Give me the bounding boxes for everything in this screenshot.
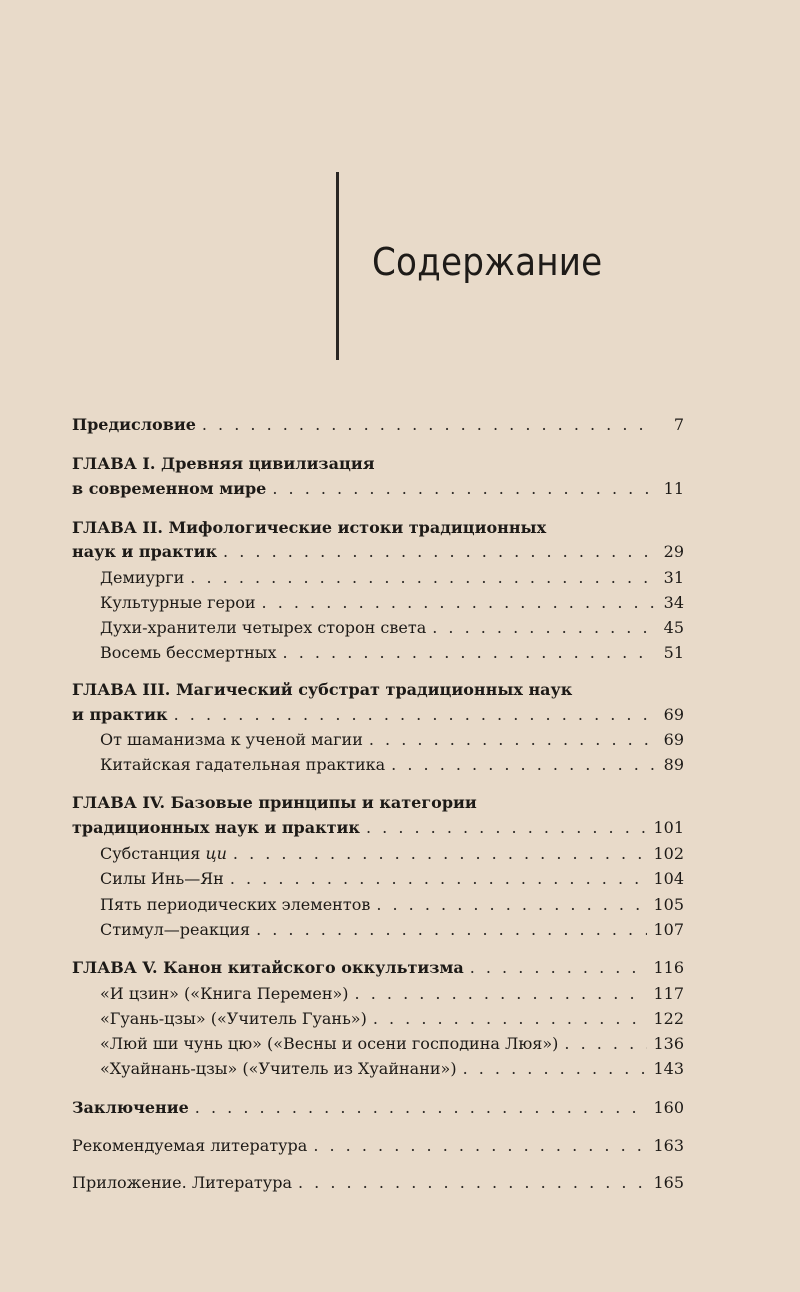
toc-entry-demiurges	[100, 567, 684, 589]
toc-page-number: 45	[663, 618, 684, 637]
toc-entry-label: в современном мире	[72, 479, 267, 498]
toc-entry-cultural-heroes	[100, 592, 684, 614]
toc-entry-label: От шаманизма к ученой магии	[100, 730, 363, 749]
toc-page-number: 69	[663, 705, 684, 724]
toc-page-number: 160	[653, 1098, 684, 1117]
toc-chapter-heading: ГЛАВА II. Мифологические истоки традиционных	[72, 518, 547, 537]
toc-leader-dots	[283, 642, 654, 664]
italic-term: ци	[205, 844, 227, 863]
toc-page-number: 165	[653, 1173, 684, 1192]
toc-leader-dots	[195, 1097, 648, 1119]
toc-entry-label: Рекомендуемая литература	[72, 1136, 308, 1155]
toc-leader-dots	[272, 478, 654, 500]
toc-leader-dots	[373, 1008, 648, 1030]
toc-page-number: 105	[653, 895, 684, 914]
toc-page-number: 89	[663, 755, 684, 774]
toc-entry-chapter-4	[72, 817, 684, 839]
toc-leader-dots	[355, 983, 648, 1005]
toc-entry-label: и практик	[72, 705, 168, 724]
toc-page-number: 51	[663, 643, 684, 662]
toc-page-number: 143	[653, 1059, 684, 1078]
toc-entry-eight-immortals	[100, 642, 684, 664]
toc-entry-guardian-spirits	[100, 617, 684, 639]
toc-entry-label: Китайская гадательная практика	[100, 755, 386, 774]
toc-entry-guanzi	[100, 1008, 684, 1030]
toc-leader-dots	[564, 1033, 647, 1055]
toc-entry-substance-qi	[100, 843, 684, 865]
toc-page-number: 104	[653, 869, 684, 888]
toc-leader-dots	[174, 704, 654, 726]
toc-entry-lushi-chunqiu	[100, 1033, 684, 1055]
toc-page-number: 136	[653, 1034, 684, 1053]
toc-entry-label: Заключение	[72, 1098, 189, 1117]
toc-page-number: 7	[673, 415, 684, 434]
toc-page-number: 117	[653, 984, 684, 1003]
toc-entry-chapter-5	[72, 957, 684, 979]
toc-entry-label: Субстанция ци	[100, 844, 227, 863]
toc-entry-i-ching	[100, 983, 684, 1005]
toc-entry-label: Силы Инь—Ян	[100, 869, 224, 888]
toc-page-number: 31	[663, 568, 684, 587]
toc-entry-shamanism	[100, 729, 684, 751]
toc-leader-dots	[298, 1172, 647, 1194]
toc-leader-dots	[262, 592, 654, 614]
toc-leader-dots	[369, 729, 654, 751]
toc-entry-label: Восемь бессмертных	[100, 643, 277, 662]
toc-leader-dots	[432, 617, 654, 639]
toc-entry-chapter-1	[72, 478, 684, 500]
toc-entry-recommended-reading	[72, 1135, 684, 1157]
toc-leader-dots	[256, 919, 647, 941]
toc-entry-label: Духи-хранители четырех сторон света	[100, 618, 427, 637]
toc-leader-dots	[190, 567, 654, 589]
toc-page-number: 11	[663, 479, 684, 498]
toc-entry-divination	[100, 754, 684, 776]
toc-entry-label: «Люй ши чунь цю» («Весны и осени господина Люя»)	[100, 1034, 559, 1053]
toc-entry-label: «Хуайнань-цзы» («Учитель из Хуайнани»)	[100, 1059, 457, 1078]
toc-leader-dots	[470, 957, 648, 979]
toc-entry-conclusion	[72, 1097, 684, 1119]
toc-page-number: 163	[653, 1136, 684, 1155]
toc-leader-dots	[463, 1058, 648, 1080]
toc-leader-dots	[313, 1135, 647, 1157]
toc-entry-five-elements	[100, 894, 684, 916]
toc-chapter-heading: ГЛАВА III. Магический субстрат традиционных наук	[72, 680, 573, 699]
toc-chapter-heading: ГЛАВА IV. Базовые принципы и категории	[72, 793, 477, 812]
toc-chapter-heading: ГЛАВА I. Древняя цивилизация	[72, 454, 375, 473]
toc-entry-huainanzi	[100, 1058, 684, 1080]
toc-entry-label: Стимул—реакция	[100, 920, 251, 939]
toc-leader-dots	[391, 754, 654, 776]
toc-entry-chapter-2	[72, 541, 684, 563]
toc-entry-label: «Гуань-цзы» («Учитель Гуань»)	[100, 1009, 367, 1028]
toc-entry-label: наук и практик	[72, 542, 218, 561]
toc-leader-dots	[376, 894, 647, 916]
toc-entry-label: Предисловие	[72, 415, 196, 434]
toc-entry-appendix	[72, 1172, 684, 1194]
toc-page-number: 122	[653, 1009, 684, 1028]
toc-entry-stimulus-reaction	[100, 919, 684, 941]
toc-entry-preface	[72, 414, 684, 436]
title-vertical-rule	[336, 172, 339, 360]
toc-entry-label: Приложение. Литература	[72, 1173, 292, 1192]
toc-entry-label: Демиурги	[100, 568, 185, 587]
toc-entry-chapter-3	[72, 704, 684, 726]
toc-leader-dots	[230, 868, 648, 890]
toc-leader-dots	[202, 414, 654, 436]
toc-entry-label: Пять периодических элементов	[100, 895, 371, 914]
toc-page-number: 116	[653, 958, 684, 977]
toc-page-number: 29	[663, 542, 684, 561]
toc-leader-dots	[366, 817, 647, 839]
toc-leader-dots	[233, 843, 648, 865]
page-title: Содержание	[372, 240, 603, 284]
toc-page-number: 107	[653, 920, 684, 939]
toc-page-number: 34	[663, 593, 684, 612]
toc-leader-dots	[223, 541, 654, 563]
toc-page-number: 69	[663, 730, 684, 749]
toc-entry-label: традиционных наук и практик	[72, 818, 360, 837]
toc-page-number: 102	[653, 844, 684, 863]
toc-page-number: 101	[653, 818, 684, 837]
toc-entry-label: Культурные герои	[100, 593, 256, 612]
toc-entry-label: «И цзин» («Книга Перемен»)	[100, 984, 349, 1003]
toc-entry-yin-yang	[100, 868, 684, 890]
toc-entry-label: ГЛАВА V. Канон китайского оккультизма	[72, 958, 464, 977]
